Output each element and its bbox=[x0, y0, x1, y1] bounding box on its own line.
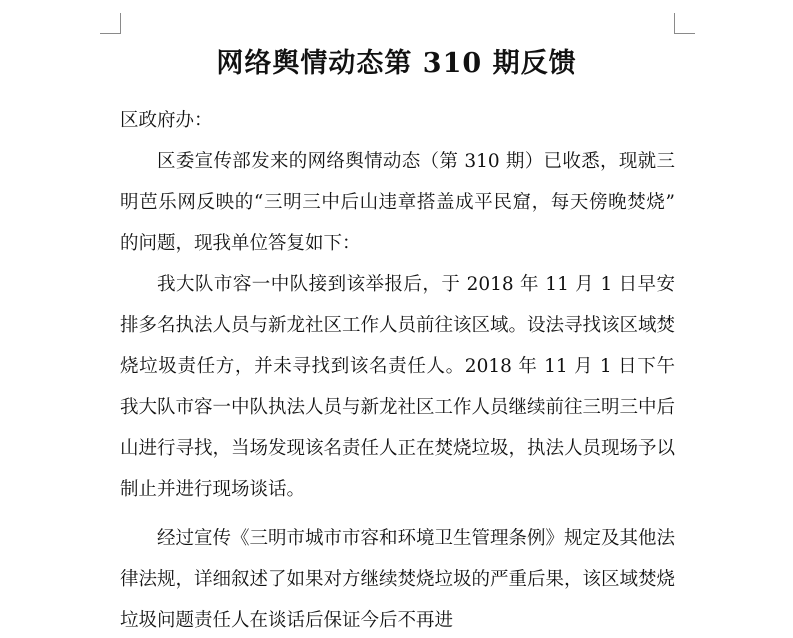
top-left-margin-mark bbox=[100, 13, 121, 34]
salutation: 区政府办： bbox=[120, 110, 213, 131]
top-right-margin-mark bbox=[674, 13, 695, 34]
document-title: 网络舆情动态第 310 期反馈 bbox=[216, 48, 577, 79]
paragraph-followup: 经过宣传《三明市城市市容和环境卫生管理条例》规定及其他法律法规，详细叙述了如果对方继续焚烧垃圾的严重后果，该区域焚烧垃圾问题责任人在谈话后保证今后不再进 bbox=[120, 528, 676, 631]
document-body bbox=[120, 100, 675, 638]
paragraph-response: 我大队市容一中队接到该举报后，于 2018 年 11 月 1 日早安排多名执法人员与新龙社区工作人员前往该区域。设法寻找该区域焚烧垃圾责任方，并未寻找到该名责任人。2018 年 11 月 1 日下午我大队市容一中队执法人员与新龙社区工作人员继续前往三明三中后山进行寻找，当场发现该名责任人正在焚烧垃圾，执法人员现场予以制止并进行现场谈话。 bbox=[120, 274, 676, 500]
paragraph-intro: 区委宣传部发来的网络舆情动态（第 310 期）已收悉，现就三明芭乐网反映的“三明三中后山违章搭盖成平民窟，每天傍晚焚烧”的问题，现我单位答复如下： bbox=[120, 151, 675, 254]
